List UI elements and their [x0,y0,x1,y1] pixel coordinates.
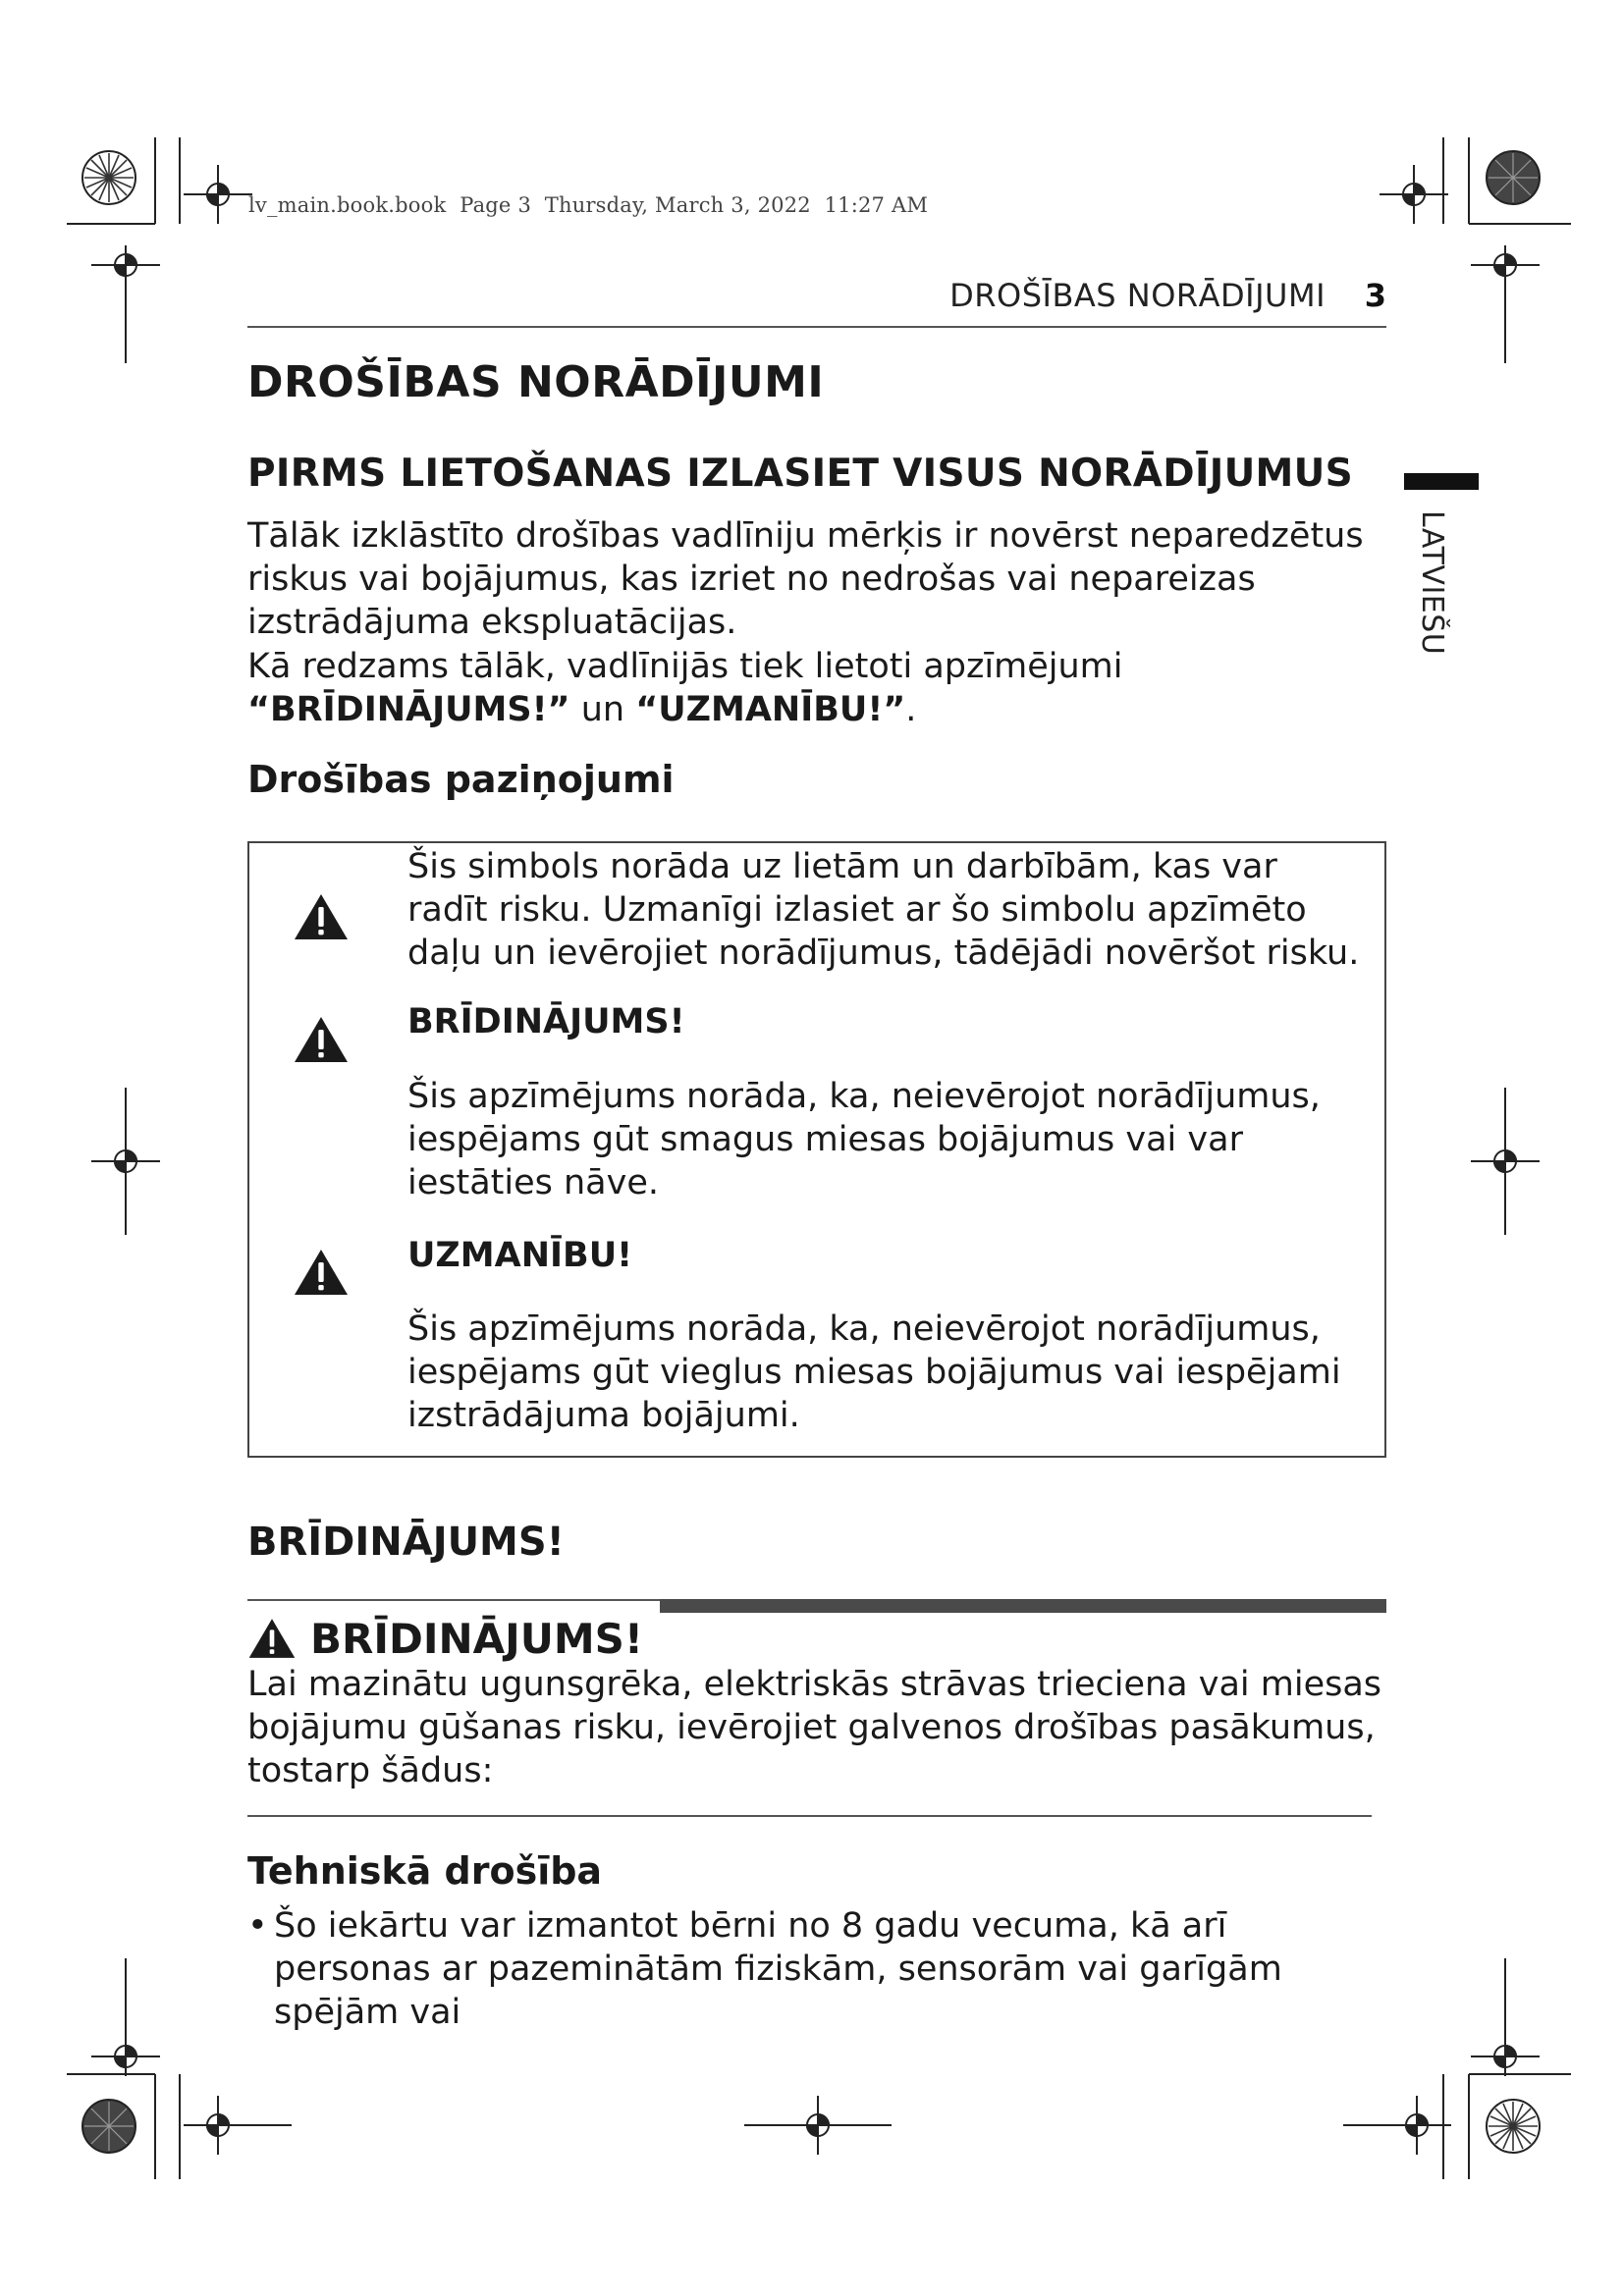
registration-target-top-left [81,149,137,206]
warning-label: BRĪDINĀJUMS! [310,1614,644,1663]
safety-notices-heading: Drošības paziņojumi [247,758,675,801]
warning-triangle-icon [293,1248,350,1297]
crosshair-mark-8 [1471,1958,1540,2076]
crosshair-mark-10 [744,2096,892,2155]
running-head-title: DROŠĪBAS NORĀDĪJUMI [949,277,1326,314]
warning-triangle-icon [293,1015,350,1064]
intro-p2-suffix: . [905,690,917,729]
print-stamp-file: lv_main.book.book [248,193,447,217]
registration-target-top-right [1485,149,1542,206]
warning-rule-thin [247,1599,660,1601]
intro-term-caution: “UZMANĪBU!” [635,690,906,729]
warning-section-heading: BRĪDINĀJUMS! [247,1520,565,1565]
crosshair-mark-4 [1471,245,1540,363]
crosshair-mark-11 [1343,2096,1451,2155]
warning-rule-thick [660,1599,1386,1613]
warning-triangle-icon [293,892,350,941]
intro-p2-prefix: Kā redzams tālāk, vadlīnijās tiek lietoti apzīmējumi [247,647,1123,686]
safety-notices-box [247,841,1386,1458]
print-stamp [248,193,928,217]
warning-label-row [247,1610,643,1667]
intro-text [247,514,1391,731]
print-stamp-date: Thursday, March 3, 2022 [544,193,811,217]
page-number: 3 [1364,277,1386,314]
warning-bottom-rule [247,1815,1372,1817]
crosshair-mark-5 [91,1088,160,1235]
crosshair-mark-7 [91,1958,160,2076]
symbol-description: Šis simbols norāda uz lietām un darbībām, kas var radīt risku. Uzmanīgi izlasiet ar šo simbolu apzīmēto daļu un ievērojiet norādījumus, tādējādi novēršot risku. [407,847,1360,973]
registration-target-bottom-left [81,2098,137,2155]
warning-label: BRĪDINĀJUMS! [407,1002,685,1041]
language-tab-bar [1404,473,1479,490]
language-tab-label: LATVIEŠU [1415,510,1449,656]
crosshair-mark-2 [1380,165,1448,224]
intro-paragraph-2 [247,645,1391,731]
running-head [247,277,1386,328]
crosshair-mark-9 [184,2096,292,2155]
intro-p2-mid: un [569,690,636,729]
crosshair-mark-6 [1471,1088,1540,1235]
warning-triangle-icon [247,1617,297,1660]
print-stamp-time: 11:27 AM [824,193,929,217]
caution-label: UZMANĪBU! [407,1236,633,1275]
section-heading: PIRMS LIETOŠANAS IZLASIET VISUS NORĀDĪJUMUS [247,452,1354,496]
caution-description: Šis apzīmējums norāda, ka, neievērojot norādījumus, iespējams gūt vieglus miesas bojājumus vai iespējami izstrādājuma bojājumi. [407,1309,1341,1435]
bullet-symbol: • [247,1906,268,1946]
list-item-text: Šo iekārtu var izmantot bērni no 8 gadu vecuma, kā arī personas ar pazeminātām fiziskām, sensorām vai garīgām spējām vai [274,1906,1282,2032]
intro-paragraph-1: Tālāk izklāstīto drošības vadlīniju mērķis ir novērst neparedzētus riskus vai bojājumus, kas izriet no nedrošas vai nepareizas izstrādājuma ekspluatācijas. [247,516,1364,642]
warning-description: Šis apzīmējums norāda, ka, neievērojot norādījumus, iespējams gūt smagus miesas bojājumus vai var iestāties nāve. [407,1077,1321,1202]
warning-body: Lai mazinātu ugunsgrēka, elektriskās strāvas trieciena vai miesas bojājumu gūšanas risku, ievērojiet galvenos drošības pasākumus, tostarp šādus: [247,1665,1382,1790]
registration-target-bottom-right [1485,2098,1542,2155]
print-stamp-page: Page 3 [460,193,532,217]
crosshair-mark-1 [184,165,252,224]
technical-safety-heading: Tehniskā drošība [247,1849,603,1893]
crosshair-mark-3 [91,245,160,363]
intro-term-warning: “BRĪDINĀJUMS!” [247,690,570,729]
page-title: DROŠĪBAS NORĀDĪJUMI [247,357,825,407]
